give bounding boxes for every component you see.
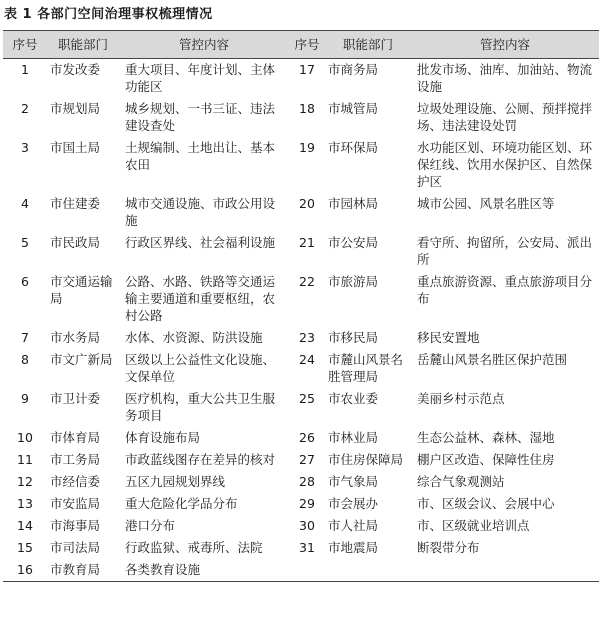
right-content-cell: 城市公园、风景名胜区等: [417, 196, 555, 211]
table-row: [3, 449, 599, 471]
right-dept-cell: 市旅游局: [328, 274, 379, 289]
right-dept-cell: [325, 559, 411, 582]
left-num-cell: 15: [17, 540, 33, 555]
right-dept-cell: 市商务局: [328, 62, 379, 77]
right-dept-cell: 市移民局: [328, 330, 379, 345]
left-dept-cell: 市交通运输局: [50, 274, 113, 306]
left-num-cell: 13: [17, 496, 33, 511]
header-row: [3, 31, 599, 59]
right-content-cell: 移民安置地: [417, 330, 480, 345]
right-dept-cell: 市麓山风景名胜管理局: [328, 352, 404, 384]
table-row: [3, 515, 599, 537]
left-content-cell: 体育设施布局: [125, 430, 201, 445]
table-row: [3, 537, 599, 559]
right-content-cell: 棚户区改造、保障性住房: [417, 452, 555, 467]
left-content-cell: 市政蓝线图存在差异的核对: [125, 452, 276, 467]
left-num-cell: 12: [17, 474, 33, 489]
right-num-cell: 19: [299, 140, 315, 155]
right-content-cell: 垃圾处理设施、公厕、预拌搅拌场、违法建设处罚: [417, 101, 593, 133]
header-content-left: 管控内容: [119, 31, 289, 59]
left-content-cell: 水体、水资源、防洪设施: [125, 330, 263, 345]
table-row: [3, 471, 599, 493]
right-num-cell: 28: [299, 474, 315, 489]
table-row: [3, 388, 599, 427]
table-row: [3, 559, 599, 582]
left-content-cell: 区级以上公益性文化设施、文保单位: [125, 352, 276, 384]
right-dept-cell: 市农业委: [328, 391, 379, 406]
table-row: [3, 137, 599, 193]
left-content-cell: 港口分布: [125, 518, 176, 533]
right-dept-cell: 市环保局: [328, 140, 379, 155]
left-dept-cell: 市住建委: [50, 196, 101, 211]
table-row: [3, 98, 599, 137]
right-content-cell: 岳麓山风景名胜区保护范围: [417, 352, 568, 367]
left-num-cell: 7: [21, 330, 29, 345]
left-content-cell: 行政区界线、社会福利设施: [125, 235, 276, 250]
right-num-cell: 22: [299, 274, 315, 289]
left-dept-cell: 市工务局: [50, 452, 101, 467]
right-num-cell: 26: [299, 430, 315, 445]
table-row: [3, 271, 599, 327]
right-dept-cell: 市人社局: [328, 518, 379, 533]
table-row: [3, 59, 599, 99]
right-content-cell: 重点旅游资源、重点旅游项目分布: [417, 274, 593, 306]
right-num-cell: 17: [299, 62, 315, 77]
right-dept-cell: 市气象局: [328, 474, 379, 489]
right-num-cell: 18: [299, 101, 315, 116]
left-num-cell: 1: [21, 62, 29, 77]
table-row: [3, 193, 599, 232]
header-dept-left: 职能部门: [47, 31, 119, 59]
right-num-cell: 29: [299, 496, 315, 511]
right-num-cell: 30: [299, 518, 315, 533]
left-content-cell: 重大项目、年度计划、主体功能区: [125, 62, 276, 94]
right-num-cell: 31: [299, 540, 315, 555]
right-num-cell: 21: [299, 235, 315, 250]
left-content-cell: 城乡规划、一书三证、违法建设查处: [125, 101, 276, 133]
right-content-cell: 看守所、拘留所，公安局、派出所: [417, 235, 593, 267]
left-content-cell: 行政监狱、戒毒所、法院: [125, 540, 263, 555]
right-content-cell: 综合气象观测站: [417, 474, 505, 489]
left-dept-cell: 市海事局: [50, 518, 101, 533]
right-content-cell: [411, 559, 599, 582]
right-content-cell: 生态公益林、森林、湿地: [417, 430, 555, 445]
right-num-cell: 25: [299, 391, 315, 406]
left-content-cell: 土规编制、土地出让、基本农田: [125, 140, 276, 172]
left-dept-cell: 市经信委: [50, 474, 101, 489]
right-content-cell: 市、区级会议、会展中心: [417, 496, 555, 511]
left-num-cell: 11: [17, 452, 33, 467]
left-num-cell: 6: [21, 274, 29, 289]
left-content-cell: 医疗机构，重大公共卫生服务项目: [125, 391, 276, 423]
table-row: [3, 349, 599, 388]
header-dept-right: 职能部门: [325, 31, 411, 59]
right-num-cell: 24: [299, 352, 315, 367]
department-table: [3, 30, 599, 582]
right-num-cell: [289, 559, 325, 582]
right-num-cell: 23: [299, 330, 315, 345]
left-dept-cell: 市体育局: [50, 430, 101, 445]
right-content-cell: 市、区级就业培训点: [417, 518, 530, 533]
right-dept-cell: 市公安局: [328, 235, 379, 250]
left-dept-cell: 市发改委: [50, 62, 101, 77]
left-num-cell: 8: [21, 352, 29, 367]
right-num-cell: 27: [299, 452, 315, 467]
left-num-cell: 10: [17, 430, 33, 445]
right-dept-cell: 市地震局: [328, 540, 379, 555]
left-content-cell: 各类教育设施: [119, 559, 289, 582]
right-num-cell: 20: [299, 196, 315, 211]
left-dept-cell: 市卫计委: [50, 391, 101, 406]
left-dept-cell: 市文广新局: [50, 352, 113, 367]
header-content-right: 管控内容: [411, 31, 599, 59]
table-header: [3, 31, 599, 59]
right-dept-cell: 市园林局: [328, 196, 379, 211]
left-num-cell: 3: [21, 140, 29, 155]
table-row: [3, 232, 599, 271]
header-num-left: 序号: [3, 31, 47, 59]
left-dept-cell: 市安监局: [50, 496, 101, 511]
left-num-cell: 5: [21, 235, 29, 250]
right-dept-cell: 市会展办: [328, 496, 379, 511]
left-dept-cell: 市规划局: [50, 101, 101, 116]
right-dept-cell: 市住房保障局: [328, 452, 404, 467]
left-dept-cell: 市民政局: [50, 235, 101, 250]
table-row: [3, 327, 599, 349]
left-num-cell: 16: [3, 559, 47, 582]
table-body: [3, 59, 599, 582]
left-dept-cell: 市国土局: [50, 140, 101, 155]
right-content-cell: 批发市场、油库、加油站、物流设施: [417, 62, 593, 94]
left-num-cell: 14: [17, 518, 33, 533]
right-content-cell: 水功能区划、环境功能区划、环保红线、饮用水保护区、自然保护区: [417, 140, 593, 189]
left-content-cell: 重大危险化学品分布: [125, 496, 238, 511]
left-content-cell: 五区九园规划界线: [125, 474, 226, 489]
left-dept-cell: 市水务局: [50, 330, 101, 345]
left-num-cell: 4: [21, 196, 29, 211]
right-content-cell: 断裂带分布: [417, 540, 480, 555]
left-num-cell: 9: [21, 391, 29, 406]
right-dept-cell: 市林业局: [328, 430, 379, 445]
left-dept-cell: 市教育局: [47, 559, 119, 582]
table-caption: 表 1 各部门空间治理事权梳理情况: [4, 7, 213, 22]
left-content-cell: 公路、水路、铁路等交通运输主要通道和重要枢纽，农村公路: [125, 274, 276, 323]
left-num-cell: 2: [21, 101, 29, 116]
header-num-right: 序号: [289, 31, 325, 59]
right-dept-cell: 市城管局: [328, 101, 379, 116]
table-row: [3, 427, 599, 449]
table-row: [3, 493, 599, 515]
left-content-cell: 城市交通设施、市政公用设施: [125, 196, 276, 228]
left-dept-cell: 市司法局: [50, 540, 101, 555]
right-content-cell: 美丽乡村示范点: [417, 391, 505, 406]
